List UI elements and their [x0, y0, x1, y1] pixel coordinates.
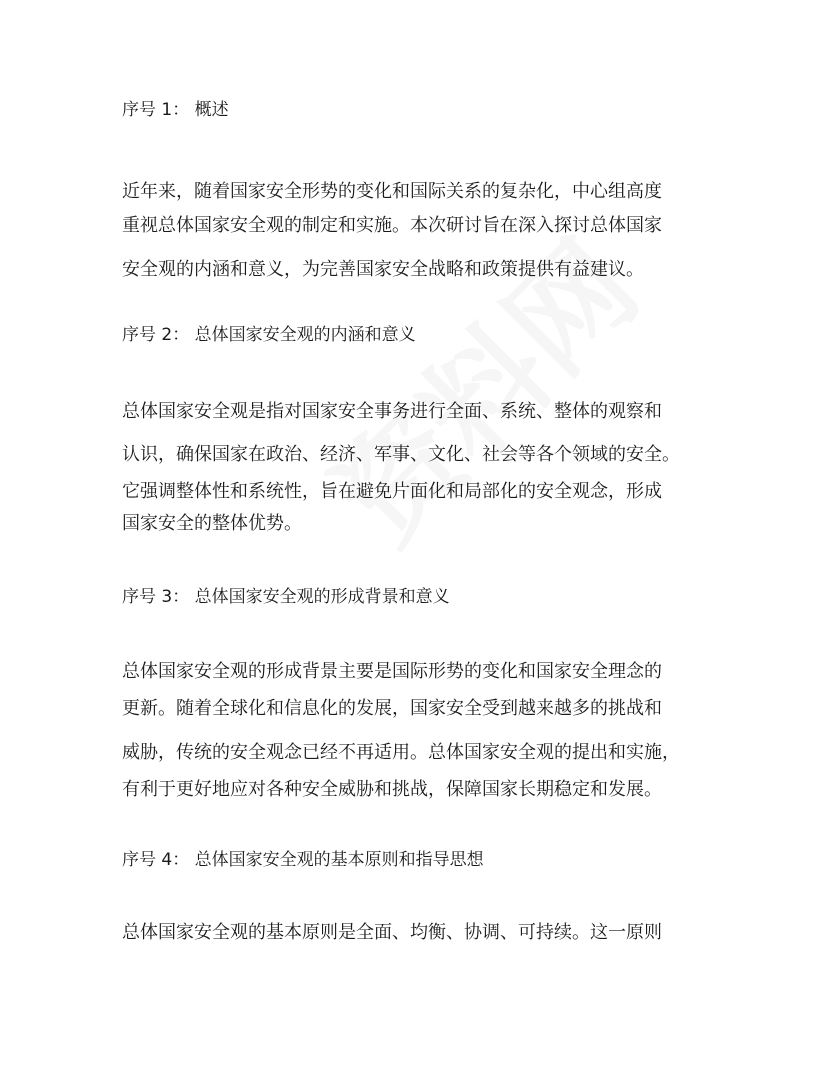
section-2-line: 总体国家安全观是指对国家安全事务进行全面、系统、整体的观察和 — [122, 401, 662, 422]
section-3-line: 威胁，传统的安全观念已经不再适用。总体国家安全观的提出和实施， — [122, 742, 680, 763]
section-1-line: 近年来，随着国家安全形势的变化和国际关系的复杂化，中心组高度 — [122, 181, 662, 202]
watermark — [292, 198, 668, 574]
section-3-line: 总体国家安全观的形成背景主要是国际形势的变化和国家安全理念的 — [122, 661, 662, 682]
section-3-heading: 序号 3： 总体国家安全观的形成背景和意义 — [122, 587, 450, 607]
section-3-line: 更新。随着全球化和信息化的发展，国家安全受到越来越多的挑战和 — [122, 698, 662, 719]
section-2-line: 国家安全的整体优势。 — [122, 513, 302, 534]
section-2-heading: 序号 2： 总体国家安全观的内涵和意义 — [122, 325, 416, 345]
section-2-line: 认识，确保国家在政治、经济、军事、文化、社会等各个领域的安全。 — [122, 444, 680, 465]
section-1-heading: 序号 1： 概述 — [122, 100, 229, 120]
section-1-line: 安全观的内涵和意义，为完善国家安全战略和政策提供有益建议。 — [122, 259, 644, 280]
section-2-line: 它强调整体性和系统性，旨在避免片面化和局部化的安全观念，形成 — [122, 481, 662, 502]
section-3-line: 有利于更好地应对各种安全威胁和挑战，保障国家长期稳定和发展。 — [122, 779, 662, 800]
section-4-heading: 序号 4： 总体国家安全观的基本原则和指导思想 — [122, 850, 484, 870]
section-1-line: 重视总体国家安全观的制定和实施。本次研讨旨在深入探讨总体国家 — [122, 215, 662, 236]
section-4-line: 总体国家安全观的基本原则是全面、均衡、协调、可持续。这一原则 — [122, 922, 662, 943]
